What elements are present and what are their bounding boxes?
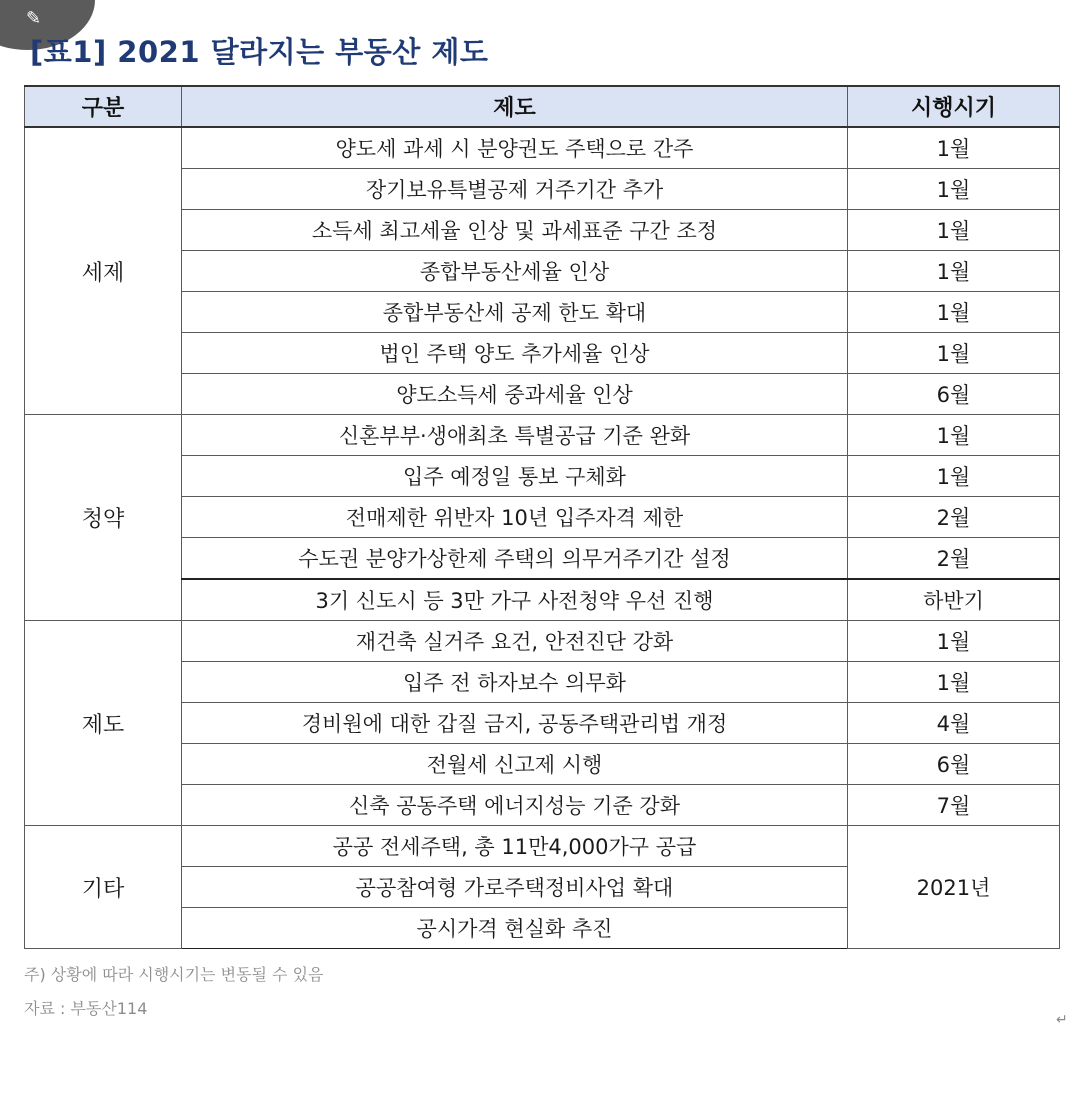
table-row <box>25 415 1060 456</box>
period-cell: 하반기 <box>848 579 1060 621</box>
real-estate-policy-table <box>24 85 1060 949</box>
period-cell-merged: 2021년 <box>848 826 1060 949</box>
content-cell: 종합부동산세 공제 한도 확대 <box>182 292 848 333</box>
period-cell: 1월 <box>848 169 1060 210</box>
period-cell: 6월 <box>848 744 1060 785</box>
source-note: 자료 : 부동산114 <box>24 999 148 1018</box>
pencil-icon: ✎ <box>26 8 42 29</box>
period-cell: 1월 <box>848 662 1060 703</box>
period-cell: 2월 <box>848 497 1060 538</box>
content-cell: 공시가격 현실화 추진 <box>182 908 848 949</box>
content-cell: 신축 공동주택 에너지성능 기준 강화 <box>182 785 848 826</box>
content-cell: 재건축 실거주 요건, 안전진단 강화 <box>182 621 848 662</box>
header-category: 구분 <box>25 86 182 127</box>
footnote: 주) 상황에 따라 시행시기는 변동될 수 있음 <box>24 965 324 984</box>
period-cell: 1월 <box>848 127 1060 169</box>
content-cell: 법인 주택 양도 추가세율 인상 <box>182 333 848 374</box>
period-cell: 4월 <box>848 703 1060 744</box>
content-cell: 3기 신도시 등 3만 가구 사전청약 우선 진행 <box>182 579 848 621</box>
table-row <box>25 127 1060 169</box>
table-row <box>25 826 1060 867</box>
period-cell: 7월 <box>848 785 1060 826</box>
table-title: [표1] 2021 달라지는 부동산 제도 <box>30 35 489 69</box>
content-cell: 수도권 분양가상한제 주택의 의무거주기간 설정 <box>182 538 848 580</box>
paragraph-mark-icon: ↵ <box>1056 1012 1068 1028</box>
period-cell: 1월 <box>848 456 1060 497</box>
period-cell: 1월 <box>848 621 1060 662</box>
period-cell: 1월 <box>848 333 1060 374</box>
content-cell: 공공 전세주택, 총 11만4,000가구 공급 <box>182 826 848 867</box>
content-cell: 전매제한 위반자 10년 입주자격 제한 <box>182 497 848 538</box>
category-cell-other: 기타 <box>25 826 182 949</box>
header-row <box>25 86 1060 127</box>
period-cell: 1월 <box>848 292 1060 333</box>
content-cell: 전월세 신고제 시행 <box>182 744 848 785</box>
content-cell: 신혼부부·생애최초 특별공급 기준 완화 <box>182 415 848 456</box>
table-row <box>25 621 1060 662</box>
header-system: 제도 <box>182 86 848 127</box>
period-cell: 6월 <box>848 374 1060 415</box>
content-cell: 장기보유특별공제 거주기간 추가 <box>182 169 848 210</box>
content-cell: 경비원에 대한 갑질 금지, 공동주택관리법 개정 <box>182 703 848 744</box>
content-cell: 입주 전 하자보수 의무화 <box>182 662 848 703</box>
period-cell: 1월 <box>848 210 1060 251</box>
content-cell: 양도세 과세 시 분양권도 주택으로 간주 <box>182 127 848 169</box>
header-period: 시행시기 <box>848 86 1060 127</box>
content-cell: 양도소득세 중과세율 인상 <box>182 374 848 415</box>
category-cell-tax: 세제 <box>25 127 182 415</box>
content-cell: 종합부동산세율 인상 <box>182 251 848 292</box>
period-cell: 2월 <box>848 538 1060 580</box>
category-cell-system: 제도 <box>25 621 182 826</box>
content-cell: 입주 예정일 통보 구체화 <box>182 456 848 497</box>
content-cell: 공공참여형 가로주택정비사업 확대 <box>182 867 848 908</box>
category-cell-subscription: 청약 <box>25 415 182 621</box>
period-cell: 1월 <box>848 415 1060 456</box>
period-cell: 1월 <box>848 251 1060 292</box>
content-cell: 소득세 최고세율 인상 및 과세표준 구간 조정 <box>182 210 848 251</box>
